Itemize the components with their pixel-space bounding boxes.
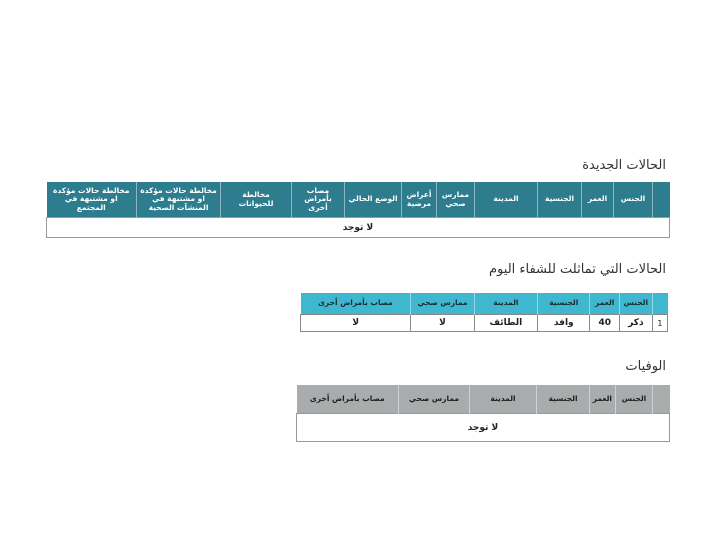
header-symptoms: أعراض مرضية (402, 182, 437, 218)
recovered-header-row (301, 293, 668, 315)
cell-city: الطائف (474, 315, 537, 332)
table-row (301, 315, 668, 332)
header-other-diseases: مصاب بأمراض أخرى (292, 182, 345, 218)
recovered-table (300, 293, 668, 332)
index-header (653, 385, 670, 414)
header-city: المدينة (470, 385, 537, 414)
header-health-worker: ممارس صحي (437, 182, 475, 218)
header-gender: الجنس (619, 293, 652, 315)
cell-age: 40 (590, 315, 619, 332)
header-city: المدينة (475, 182, 538, 218)
header-animal-contact: مخالطة للحيوانات (221, 182, 292, 218)
header-city: المدينة (474, 293, 537, 315)
new-cases-empty-row (47, 218, 670, 238)
header-age: العمر (590, 293, 619, 315)
header-current-status: الوضع الحالي (345, 182, 402, 218)
header-nationality: الجنسية (538, 293, 590, 315)
new-cases-empty-text: لا توجد (47, 218, 670, 238)
deaths-empty-row (297, 414, 670, 442)
header-nationality: الجنسية (537, 385, 590, 414)
deaths-title: الوفيات (625, 359, 666, 374)
header-other-diseases: مصاب بأمراض أخرى (297, 385, 399, 414)
cell-nationality: وافد (538, 315, 590, 332)
header-other-diseases: مصاب بأمراض أخرى (301, 293, 411, 315)
header-health-worker: ممارس صحي (411, 293, 474, 315)
index-header (653, 182, 670, 218)
new-cases-table (46, 182, 670, 238)
header-community-contact: مخالطة حالات مؤكدة او مشتبهة في المجتمع (47, 182, 137, 218)
header-gender: الجنس (614, 182, 653, 218)
header-gender: الجنس (616, 385, 653, 414)
header-facility-contact: مخالطة حالات مؤكدة او مشتبهة في المنشآت الصحية (137, 182, 221, 218)
cell-gender: ذكر (619, 315, 652, 332)
cell-other-diseases: لا (301, 315, 411, 332)
deaths-table (296, 385, 670, 442)
deaths-header-row (297, 385, 670, 414)
header-age: العمر (582, 182, 614, 218)
index-header (652, 293, 667, 315)
recovered-title: الحالات التي تماثلت للشفاء اليوم (489, 262, 666, 277)
header-health-worker: ممارس صحي (399, 385, 470, 414)
header-age: العمر (590, 385, 616, 414)
row-index: 1 (652, 315, 667, 332)
header-nationality: الجنسية (538, 182, 582, 218)
deaths-empty-text: لا توجد (297, 414, 670, 442)
cell-health-worker: لا (411, 315, 474, 332)
new-cases-title: الحالات الجديدة (582, 158, 666, 173)
new-cases-header-row (47, 182, 670, 218)
